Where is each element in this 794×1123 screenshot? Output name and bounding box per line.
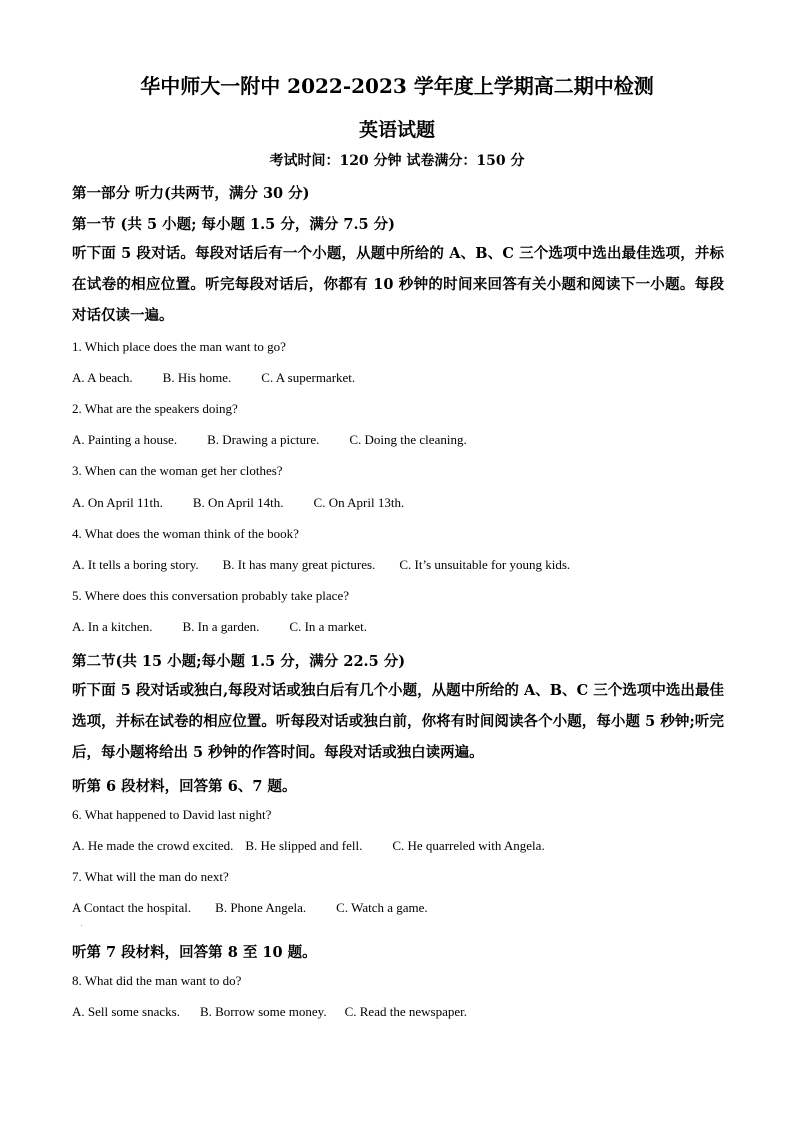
option-c: C. Watch a game.	[336, 900, 428, 915]
option-c: C. He quarreled with Angela.	[392, 838, 545, 853]
option-a: A. It tells a boring story.	[72, 557, 199, 572]
question-2-options	[72, 432, 732, 448]
option-b: B. In a garden.	[182, 619, 260, 634]
stray-mark: .	[81, 922, 83, 928]
option-c: C. On April 13th.	[313, 495, 405, 510]
option-a: A Contact the hospital.	[72, 900, 192, 915]
question-7-stem: 7. What will the man do next?	[72, 869, 229, 884]
option-a: A. Painting a house.	[72, 432, 178, 447]
question-8-stem: 8. What did the man want to do?	[72, 973, 242, 988]
exam-subtitle: 英语试题	[358, 119, 435, 141]
question-1-options	[72, 370, 732, 386]
option-b: B. On April 14th.	[192, 495, 284, 510]
question-7-options	[72, 900, 732, 916]
option-b: B. It has many great pictures.	[222, 557, 376, 572]
option-c: C. In a market.	[289, 619, 368, 634]
section1-heading: 第一节 (共 5 小题; 每小题 1.5 分，满分 7.5 分)	[72, 216, 395, 233]
question-2-stem: 2. What are the speakers doing?	[72, 401, 238, 416]
question-3-stem: 3. When can the woman get her clothes?	[72, 463, 283, 478]
option-c: C. It’s unsuitable for young kids.	[399, 557, 571, 572]
exam-title: 华中师大一附中 2022-2023 学年度上学期高二期中检测	[140, 74, 654, 98]
exam-info: 考试时间：120 分钟 试卷满分：150 分	[269, 153, 525, 169]
material-6-heading: 听第 6 段材料，回答第 6、7 题。	[72, 778, 297, 795]
question-1-stem: 1. Which place does the man want to go?	[72, 339, 286, 354]
option-c: C. Doing the cleaning.	[349, 432, 467, 447]
question-8-options	[72, 1004, 732, 1020]
option-c: C. Read the newspaper.	[344, 1004, 467, 1019]
question-5-options	[72, 619, 732, 635]
question-6-stem: 6. What happened to David last night?	[72, 807, 272, 822]
question-6-options	[72, 838, 732, 854]
option-a: A. A beach.	[72, 370, 133, 385]
question-3-options	[72, 495, 732, 511]
part1-heading: 第一部分 听力(共两节，满分 30 分)	[72, 185, 310, 202]
section2-heading: 第二节(共 15 小题;每小题 1.5 分，满分 22.5 分)	[72, 653, 406, 670]
question-4-options	[72, 557, 732, 573]
question-4-stem: 4. What does the woman think of the book?	[72, 526, 299, 541]
option-b: B. He slipped and fell.	[245, 838, 363, 853]
option-b: B. His home.	[162, 370, 232, 385]
option-b: B. Borrow some money.	[199, 1004, 327, 1019]
question-5-stem: 5. Where does this conversation probably take place?	[72, 588, 349, 603]
section2-instructions: 听下面 5 段对话或独白,每段对话或独白后有几个小题，从题中所给的 A、B、C 三个选项中选出最佳选项，并标在试卷的相应位置。听每段对话或独白前，你将有时间阅读各个小题，每小题 5 秒钟;听完后，每小题将给出 5 秒钟的作答时间。每段对话或独白读两遍。	[72, 682, 724, 761]
option-a: A. On April 11th.	[72, 495, 163, 510]
material-7-heading: 听第 7 段材料，回答第 8 至 10 题。	[72, 944, 317, 961]
option-b: B. Drawing a picture.	[207, 432, 320, 447]
option-a: A. Sell some snacks.	[72, 1004, 180, 1019]
section1-instructions: 听下面 5 段对话。每段对话后有一个小题，从题中所给的 A、B、C 三个选项中选出最佳选项，并标在试卷的相应位置。听完每段对话后，你都有 10 秒钟的时间来回答有关小题和阅读下一小题。每段对话仅读一遍。	[72, 245, 724, 324]
option-a: A. In a kitchen.	[72, 619, 153, 634]
option-c: C. A supermarket.	[261, 370, 356, 385]
option-b: B. Phone Angela.	[215, 900, 307, 915]
option-a: A. He made the crowd excited.	[72, 838, 234, 853]
